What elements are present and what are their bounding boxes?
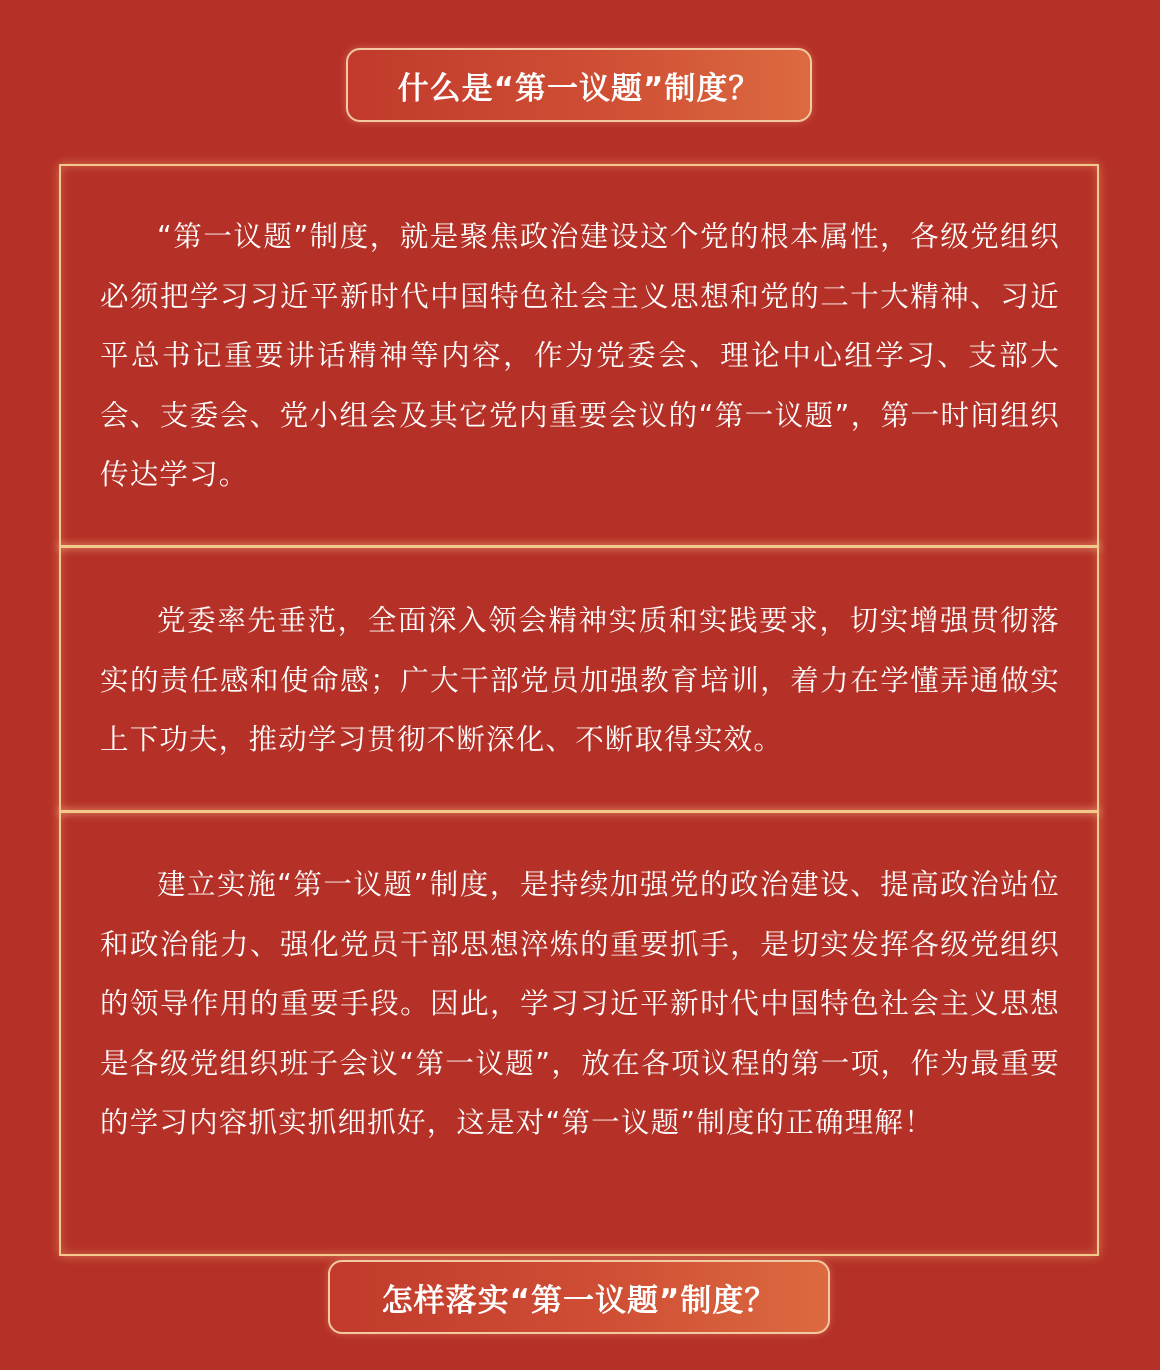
- section-heading-what-is: [346, 48, 812, 122]
- paragraph-party-committee: 党委率先垂范，全面深入领会精神实质和实践要求，切实增强贯彻落实的责任感和使命感；广大干部党员加强教育培训，着力在学懂弄通做实上下功夫，推动学习贯彻不断深化、不断取得实效。: [100, 604, 1060, 756]
- paragraph-significance: 建立实施“第一议题”制度，是持续加强党的政治建设、提高政治站位和政治能力、强化党员干部思想淬炼的重要抓手，是切实发挥各级党组织的领导作用的重要手段。因此，学习习近平新时代中国特色社会主义思想是各级党组织班子会议“第一议题”，放在各项议程的第一项，作为最重要的学习内容抓实抓细抓好，这是对“第一议题”制度的正确理解！: [100, 868, 1060, 1139]
- divider: [59, 545, 1099, 548]
- section-heading-text: 什么是“第一议题”制度？: [397, 70, 761, 107]
- section-heading-text: 怎样落实“第一议题”制度？: [381, 1282, 777, 1319]
- paragraph-definition: “第一议题”制度，就是聚焦政治建设这个党的根本属性，各级党组织必须把学习习近平新时代中国特色社会主义思想和党的二十大精神、习近平总书记重要讲话精神等内容，作为党委会、理论中心组学习、支部大会、支委会、党小组会及其它党内重要会议的“第一议题”，第一时间组织传达学习。: [100, 220, 1060, 491]
- section-heading-how-to: [328, 1260, 830, 1334]
- divider: [59, 810, 1099, 813]
